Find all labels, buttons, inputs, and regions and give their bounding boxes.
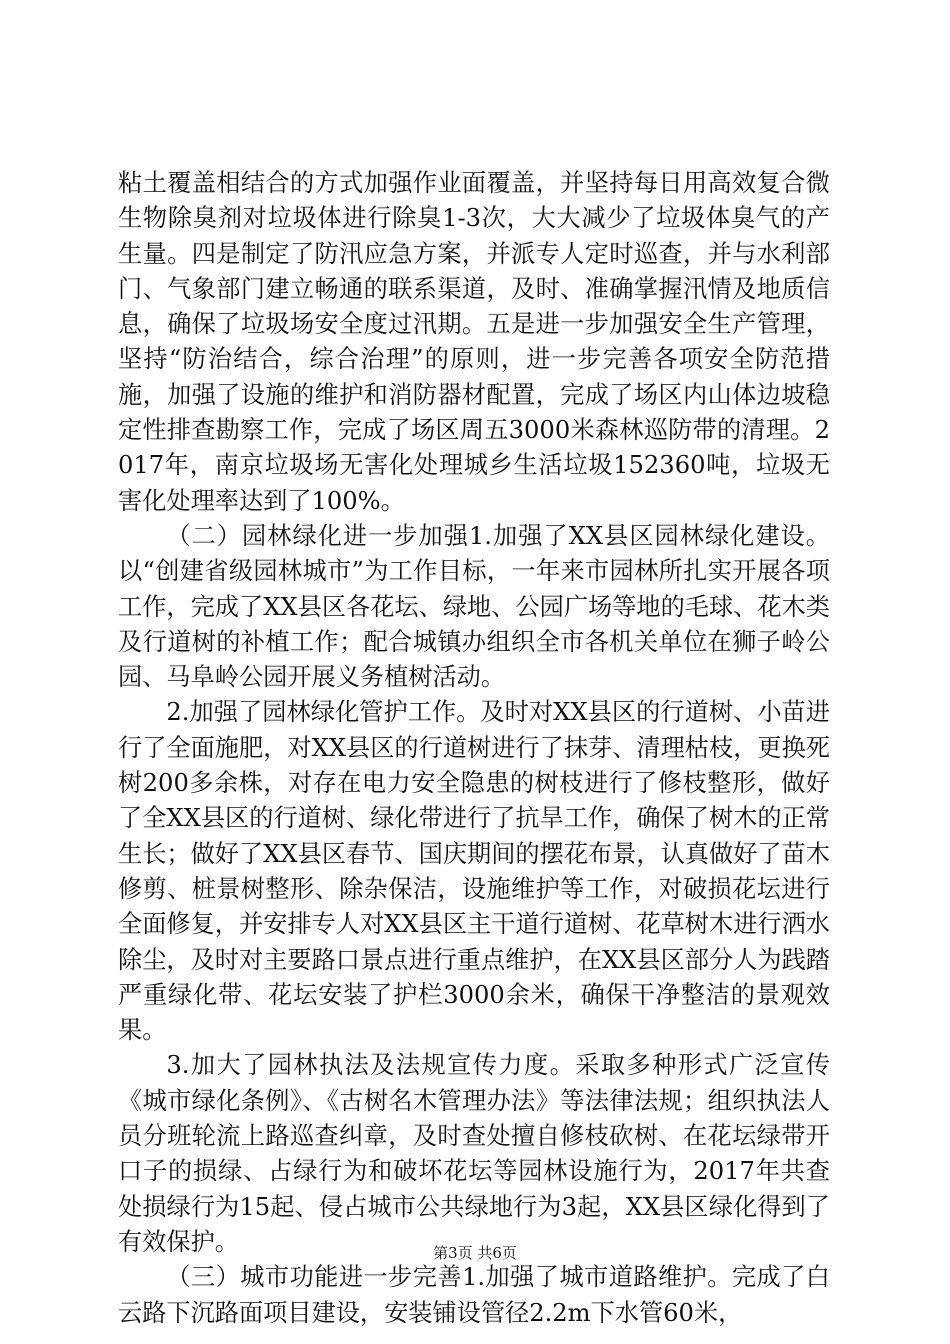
paragraph-1: 粘土覆盖相结合的方式加强作业面覆盖，并坚持每日用高效复合微生物除臭剂对垃圾体进行除臭1-3次，大大减少了垃圾体臭气的产生量。四是制定了防汛应急方案，并派专人定时巡查，并与水利部门、气象部门建立畅通的联系渠道，及时、准确掌握汛情及地质信息，确保了垃圾场安全度过汛期。五是进一步加强安全生产管理，坚持“防治结合，综合治理”的原则，进一步完善各项安全防范措施，加强了设施的维护和消防器材配置，完成了场区内山体边坡稳定性排查勘察工作，完成了场区周五3000米森林巡防带的清理。2017年，南京垃圾场无害化处理城乡生活垃圾152360吨，垃圾无害化处理率达到了100%。 — [118, 169, 830, 515]
paragraph-4: 3.加大了园林执法及法规宣传力度。采取多种形式广泛宣传《城市绿化条例》、《古树名木管理办法》等法律法规；组织执法人员分班轮流上路巡查纠章，及时查处擅自修枝砍树、在花坛绿带开口子的损绿、占绿行为和破坏花坛等园林设施行为，2017年共查处损绿行为15起、侵占城市公共绿地行为3起，XX县区绿化得到了有效保护。 — [118, 1051, 830, 1256]
paragraph-3: 2.加强了园林绿化管护工作。及时对XX县区的行道树、小苗进行了全面施肥，对XX县区的行道树进行了抹芽、清理枯枝，更换死树200多余株，对存在电力安全隐患的树枝进行了修枝整形，做好了全XX县区的行道树、绿化带进行了抗旱工作，确保了树木的正常生长；做好了XX县区春节、国庆期间的摆花布景，认真做好了苗木修剪、桩景树整形、除杂保洁，设施维护等工作，对破损花坛进行全面修复，并安排专人对XX县区主干道行道树、花草树木进行洒水除尘，及时对主要路口景点进行重点维护，在XX县区部分人为践踏严重绿化带、花坛安装了护栏3000余米，确保干净整洁的景观效果。 — [118, 698, 830, 1045]
paragraph-2: （二）园林绿化进一步加强1.加强了XX县区园林绿化建设。以“创建省级园林城市”为工作目标，一年来市园林所扎实开展各项工作，完成了XX县区各花坛、绿地、公园广场等地的毛球、花木类及行道树的补植工作；配合城镇办组织全市各机关单位在狮子岭公园、马阜岭公园开展义务植树活动。 — [118, 521, 830, 692]
page-footer: 第3页 共6页 — [433, 1244, 517, 1262]
paragraph-5: （三）城市功能进一步完善1.加强了城市道路维护。完成了白云路下沉路面项目建设，安装铺设管径2.2m下水管60米， — [118, 1263, 830, 1327]
body-text — [118, 166, 830, 1331]
